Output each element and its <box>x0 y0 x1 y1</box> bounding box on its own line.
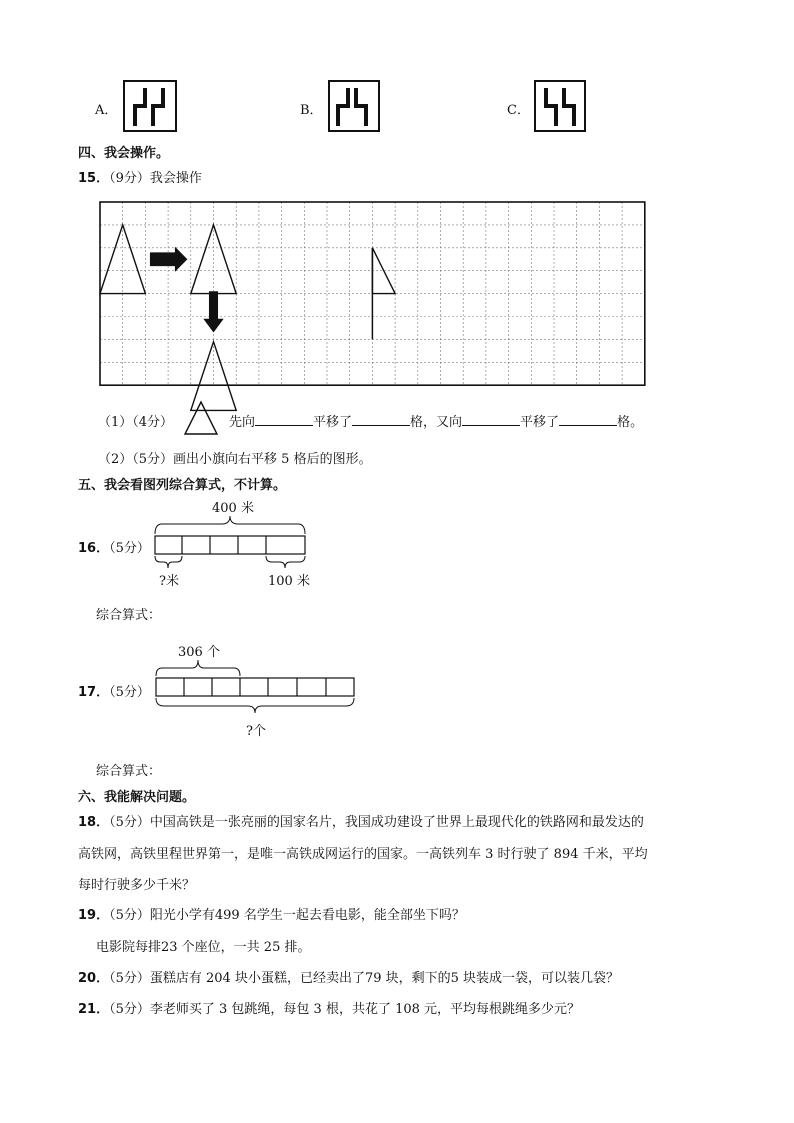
question-18-score: （5分） <box>109 815 150 830</box>
question-20-number: 20． <box>78 971 110 986</box>
q17-bottom-label: ?个 <box>246 724 266 739</box>
question-18-line-2: 高铁网，高铁里程世界第一，是唯一高铁成网运行的国家。一高铁列车 3 时行驶了 894 千米，平均 <box>78 847 648 862</box>
option-c-label: C． <box>507 103 530 118</box>
question-17-score: （5分） <box>109 685 150 700</box>
question-18-line-3: 每时行驶多少千米？ <box>78 878 196 893</box>
question-20 <box>78 967 619 986</box>
question-17-number: 17． <box>78 685 110 700</box>
option-b-figure <box>328 80 380 132</box>
question-19-line-1 <box>78 904 465 923</box>
question-19-number: 19． <box>78 908 110 923</box>
q17-answer-label: 综合算式： <box>96 764 162 779</box>
question-15-score: （9分） <box>109 171 150 186</box>
part-1-text-5: 格。 <box>617 415 644 430</box>
question-18-text-1: 中国高铁是一张亮丽的国家名片，我国成功建设了世界上最现代化的铁路网和最发达的 <box>149 815 644 830</box>
part-1-text-4: 平移了 <box>520 415 560 430</box>
question-15-number: 15． <box>78 171 110 186</box>
distance-blank-1[interactable] <box>352 413 410 426</box>
part-1-sentence <box>229 411 643 430</box>
question-15-part-2 <box>98 448 372 467</box>
question-15-part-1 <box>98 411 173 430</box>
question-16-score: （5分） <box>109 541 150 556</box>
question-21-number: 21． <box>78 1002 110 1017</box>
q16-top-label: 400 米 <box>212 501 254 516</box>
part-1-label: （1）（4分） <box>98 415 174 430</box>
q16-right-label: 100 米 <box>268 574 310 589</box>
question-20-score: （5分） <box>109 971 150 986</box>
question-21-score: （5分） <box>109 1002 150 1017</box>
question-18-line-1 <box>78 811 644 830</box>
option-c-figure <box>534 80 586 132</box>
option-b-label: B． <box>300 103 323 118</box>
question-19-text-1: 阳光小学有499 名学生一起去看电影，能全部坐下吗？ <box>149 908 465 923</box>
question-21 <box>78 998 580 1017</box>
question-21-text: 李老师买了 3 包跳绳，每包 3 根，共花了 108 元，平均每根跳绳多少元？ <box>149 1002 581 1017</box>
part-2-label: （2）（5分） <box>98 452 174 467</box>
question-20-text: 蛋糕店有 204 块小蛋糕，已经卖出了79 块，剩下的5 块装成一袋，可以装几袋？ <box>149 971 620 986</box>
question-16-number: 16． <box>78 541 110 556</box>
part-1-text-3: 格，又向 <box>410 415 463 430</box>
option-a-label: A． <box>95 103 118 118</box>
section-6-title: 六、我能解决问题。 <box>78 790 196 805</box>
down-arrow <box>203 291 223 332</box>
direction-blank-1[interactable] <box>255 413 313 426</box>
question-16 <box>78 537 150 556</box>
question-15-text: 我会操作 <box>149 171 202 186</box>
q17-top-label: 306 个 <box>178 645 220 660</box>
triangle-figure <box>183 400 219 436</box>
q16-segment-diagram <box>150 510 310 576</box>
section-5-title: 五、我会看图列综合算式，不计算。 <box>78 478 287 493</box>
option-a-figure <box>123 80 177 132</box>
question-17 <box>78 681 150 700</box>
question-19-line-2: 电影院每排23 个座位，一共 25 排。 <box>96 940 311 955</box>
q16-left-label: ?米 <box>159 574 179 589</box>
question-15 <box>78 167 202 186</box>
question-18-number: 18． <box>78 815 110 830</box>
flag <box>372 248 395 294</box>
direction-blank-2[interactable] <box>462 413 520 426</box>
distance-blank-2[interactable] <box>559 413 617 426</box>
part-2-text: 画出小旗向右平移 5 格后的图形。 <box>173 452 372 467</box>
translation-grid <box>100 202 646 388</box>
right-arrow <box>150 247 187 272</box>
part-1-text-2: 平移了 <box>313 415 353 430</box>
q16-answer-label: 综合算式： <box>96 608 162 623</box>
q17-segment-diagram <box>150 656 360 716</box>
section-4-title: 四、我会操作。 <box>78 146 170 161</box>
question-19-score: （5分） <box>109 908 150 923</box>
part-1-text-1: 先向 <box>229 415 256 430</box>
